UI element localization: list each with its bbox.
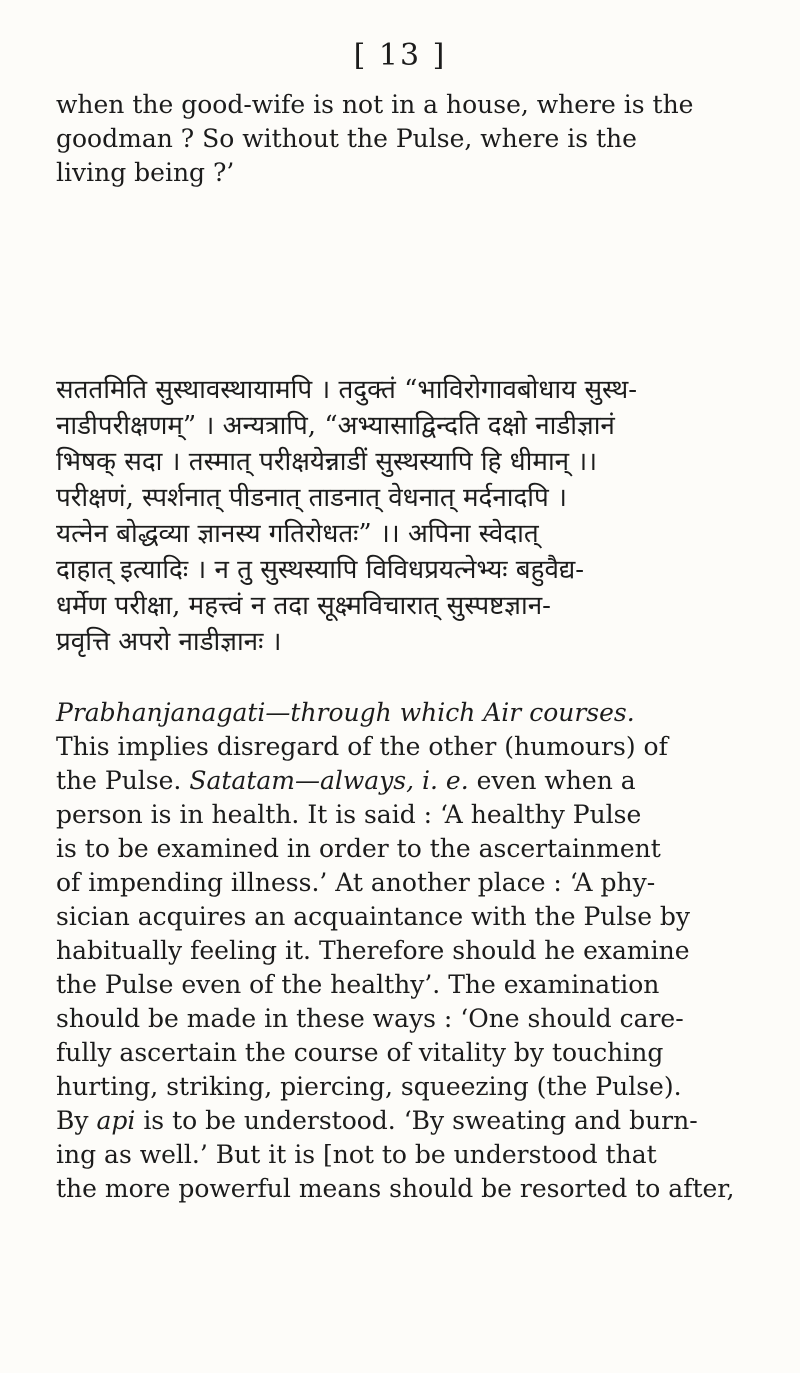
abbrev-ie: i. e. — [422, 766, 469, 795]
gloss-satatam: —always, — [294, 766, 415, 795]
commentary-text: is to be understood. ‘By sweating and burn- — [143, 1106, 698, 1135]
commentary-line — [56, 764, 756, 798]
commentary-line: This implies disregard of the other (humours) of — [56, 732, 668, 761]
commentary-line: is to be examined in order to the ascertainment — [56, 834, 661, 863]
commentary-line: fully ascertain the course of vitality by touching — [56, 1038, 664, 1067]
page-number: [ 13 ] — [353, 38, 447, 73]
sanskrit-line: परीक्षणं, स्पर्शनात् पीडनात् ताडनात् वेधनात् मर्दनादपि । — [56, 483, 567, 513]
commentary-text: even when a — [476, 766, 636, 795]
commentary-line: should be made in these ways : ‘One should care- — [56, 1004, 684, 1033]
sanskrit-line: धर्मेण परीक्षा, महत्त्वं न तदा सूक्ष्मविचारात् सुस्पष्टज्ञान- — [56, 591, 551, 621]
commentary-line: the more powerful means should be resorted to after, — [56, 1174, 735, 1203]
commentary-line: the Pulse even of the healthy’. The examination — [56, 970, 660, 999]
commentary-line — [56, 696, 756, 730]
intro-line: when the good-wife is not in a house, where is the — [56, 90, 694, 119]
term-api: api — [96, 1106, 136, 1135]
commentary-paragraph — [56, 696, 756, 1206]
intro-line: living being ?’ — [56, 158, 235, 187]
intro-paragraph — [56, 88, 756, 190]
commentary-line: habitually feeling it. Therefore should he examine — [56, 936, 690, 965]
commentary-line: of impending illness.’ At another place : ‘A phy- — [56, 868, 656, 897]
intro-line: goodman ? So without the Pulse, where is the — [56, 124, 637, 153]
commentary-line: hurting, striking, piercing, squeezing (the Pulse). — [56, 1072, 682, 1101]
commentary-line: person is in health. It is said : ‘A healthy Pulse — [56, 800, 642, 829]
commentary-line: sician acquires an acquaintance with the Pulse by — [56, 902, 691, 931]
sanskrit-line: यत्नेन बोद्धव्या ज्ञानस्य गतिरोधतः” ।। अपिना स्वेदात् — [56, 519, 539, 549]
sanskrit-line: प्रवृत्ति अपरो नाडीज्ञानः । — [56, 627, 282, 657]
sanskrit-line: नाडीपरीक्षणम्” । अन्यत्रापि, “अभ्यासाद्विन्दति दक्षो नाडीज्ञानं — [56, 411, 615, 441]
commentary-line — [56, 1104, 756, 1138]
commentary-text: By — [56, 1106, 89, 1135]
sanskrit-line: सततमिति सुस्थावस्थायामपि । तदुक्तं “भाविरोगावबोधाय सुस्थ- — [56, 375, 638, 405]
commentary-text: the Pulse. — [56, 766, 182, 795]
gloss-prabhanjanagati: —through which Air courses. — [265, 698, 635, 727]
sanskrit-passage — [56, 372, 756, 660]
sanskrit-line: भिषक् सदा । तस्मात् परीक्षयेन्नाडीं सुस्थस्यापि हि धीमान् ।। — [56, 447, 598, 477]
commentary-line: ing as well.’ But it is [not to be understood that — [56, 1140, 657, 1169]
sanskrit-line: दाहात् इत्यादिः । न तु सुस्थस्यापि विविधप्रयत्नेभ्यः बहुवैद्य- — [56, 555, 585, 585]
term-satatam: Satatam — [189, 766, 295, 795]
term-prabhanjanagati: Prabhanjanagati — [56, 698, 266, 727]
